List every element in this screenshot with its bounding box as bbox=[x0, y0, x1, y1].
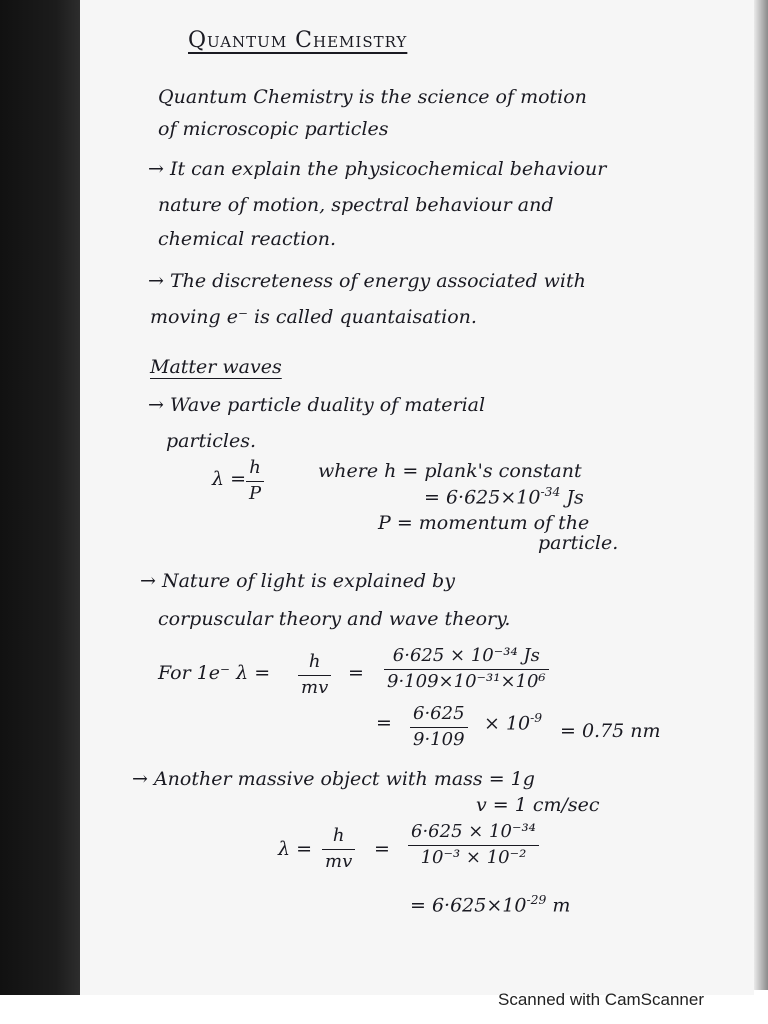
explain-line-2: nature of motion, spectral behaviour and bbox=[158, 194, 554, 216]
fraction-electron-values: 6·625 × 10⁻³⁴ Js 9·109×10⁻³¹×10⁶ bbox=[384, 646, 549, 692]
where-line-4: particle. bbox=[538, 532, 619, 554]
discreteness-line-1: → The discreteness of energy associated with bbox=[148, 270, 586, 292]
fraction-numerator: h bbox=[249, 457, 261, 478]
fraction-h-over-mv-2: h mv bbox=[322, 826, 355, 872]
where-line-3: P = momentum of the bbox=[378, 512, 590, 534]
definition-line-2: of microscopic particles bbox=[158, 118, 389, 140]
section-heading: Matter waves bbox=[150, 356, 282, 378]
fraction-simplified: 6·625 9·109 bbox=[410, 704, 468, 750]
where-line-1: where h = plank's constant bbox=[318, 460, 582, 482]
explain-line-1: → It can explain the physicochemical behaviour bbox=[148, 158, 607, 180]
fraction-denominator: P bbox=[249, 482, 262, 504]
light-line-1: → Nature of light is explained by bbox=[140, 570, 455, 592]
scanner-watermark: Scanned with CamScanner bbox=[498, 990, 705, 1009]
equals-sign-2: = bbox=[376, 712, 392, 734]
discreteness-line-2: moving e⁻ is called quantaisation. bbox=[150, 306, 477, 328]
equals-sign-3: = bbox=[374, 838, 390, 860]
page-edge-shadow bbox=[754, 0, 768, 990]
duality-line-1: → Wave particle duality of material bbox=[148, 394, 486, 416]
fraction-h-over-p bbox=[246, 458, 264, 504]
massive-object-line-2: v = 1 cm/sec bbox=[476, 794, 600, 816]
where-line-2: = $6\cdot 625\times 10^{-34}$ Js bbox=[424, 485, 584, 509]
massive-lambda-lhs: λ = bbox=[278, 838, 313, 860]
notebook-binding bbox=[0, 0, 80, 995]
explain-line-3: chemical reaction. bbox=[158, 228, 337, 250]
light-line-2: corpuscular theory and wave theory. bbox=[158, 608, 511, 630]
fraction-massive-values: 6·625 × 10⁻³⁴ 10⁻³ × 10⁻² bbox=[408, 822, 539, 868]
equals-sign-1: = bbox=[348, 662, 364, 684]
duality-line-2: particles. bbox=[166, 430, 257, 452]
multiplier-power: × $10^{-9}$ bbox=[484, 711, 543, 735]
electron-lambda-lhs: For 1e⁻ λ = bbox=[158, 662, 271, 684]
definition-line-1: Quantum Chemistry is the science of motion bbox=[158, 86, 587, 108]
massive-result: = $6\cdot 625\times 10^{-29}$ m bbox=[410, 893, 571, 917]
fraction-h-over-mv-1: h mv bbox=[298, 652, 331, 698]
massive-object-line-1: → Another massive object with mass = 1g bbox=[132, 768, 535, 790]
lambda-lhs: λ = bbox=[212, 468, 247, 490]
electron-result: = 0.75 nm bbox=[560, 720, 661, 742]
page-title: Quantum Chemistry bbox=[188, 28, 408, 53]
